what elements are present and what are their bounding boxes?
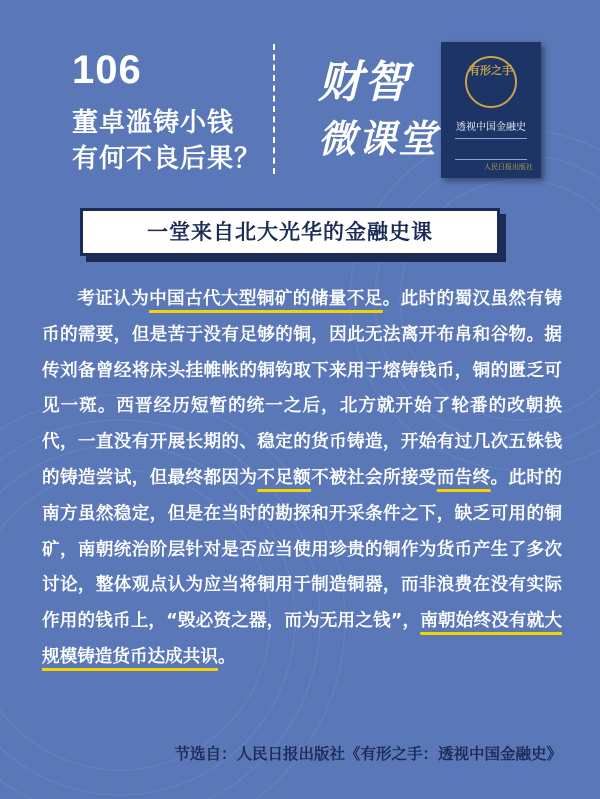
highlight-phrase: 南朝始终没有就大规模铸造货币达成共识 [42,611,562,667]
book-publisher: 人民日报出版社 [484,163,533,171]
book-subtitle: 透视中国金融史 [456,122,526,133]
body-segment: 不被社会所接受 [311,467,437,488]
article-body [42,282,562,676]
brand-line-2: 微课堂 [318,117,439,161]
book-emblem: 有形之手 [465,56,517,108]
highlight-phrase: 不足额 [257,467,312,488]
title-line-1: 董卓滥铸小钱 [72,108,235,138]
book-decor-lines [455,138,527,160]
lesson-number: 106 [72,48,142,92]
body-segment: 。 [217,646,236,667]
brand-line-1: 财智 [318,57,410,108]
dashed-divider [273,44,275,174]
highlight-phrase: 中国古代大型铜矿的储量不足 [149,289,383,309]
source-citation: 节选自：人民日报出版社《有形之手：透视中国金融史》 [174,745,562,763]
course-banner: 一堂来自北大光华的金融史课 [80,208,500,256]
book-cover [441,42,541,178]
highlight-phrase: 而告终 [436,467,491,488]
body-segment: 。此时的蜀汉虽然有铸币的需要，但是苦于没有足够的铜，因此无法离开布帛和谷物。据传刘备曾经将床头挂帷帐的铜钩取下来用于熔铸钱币，铜的匮乏可见一斑。西晋经历短暂的统一之后，北方就开始了轮番的改朝换代，一直没有开展长期的、稳定的货币铸造，开始有过几次五铢钱的铸造尝试，但最终都因为 [42,289,562,488]
article-paragraph [42,282,562,676]
title-line-2: 有何不良后果？ [72,144,262,174]
body-segment: 考证认为 [77,289,150,309]
body-segment: 。此时的南方虽然稳定，但是在当时的勘探和开采条件之下，缺乏可用的铜矿，南朝统治阶层针对是否应当使用珍贵的铜作为货币产生了多次讨论，整体观点认为应当将铜用于制造铜器，而非浪费在没有实际作用的钱币上，“毁必资之器，而为无用之钱”， [42,467,562,632]
